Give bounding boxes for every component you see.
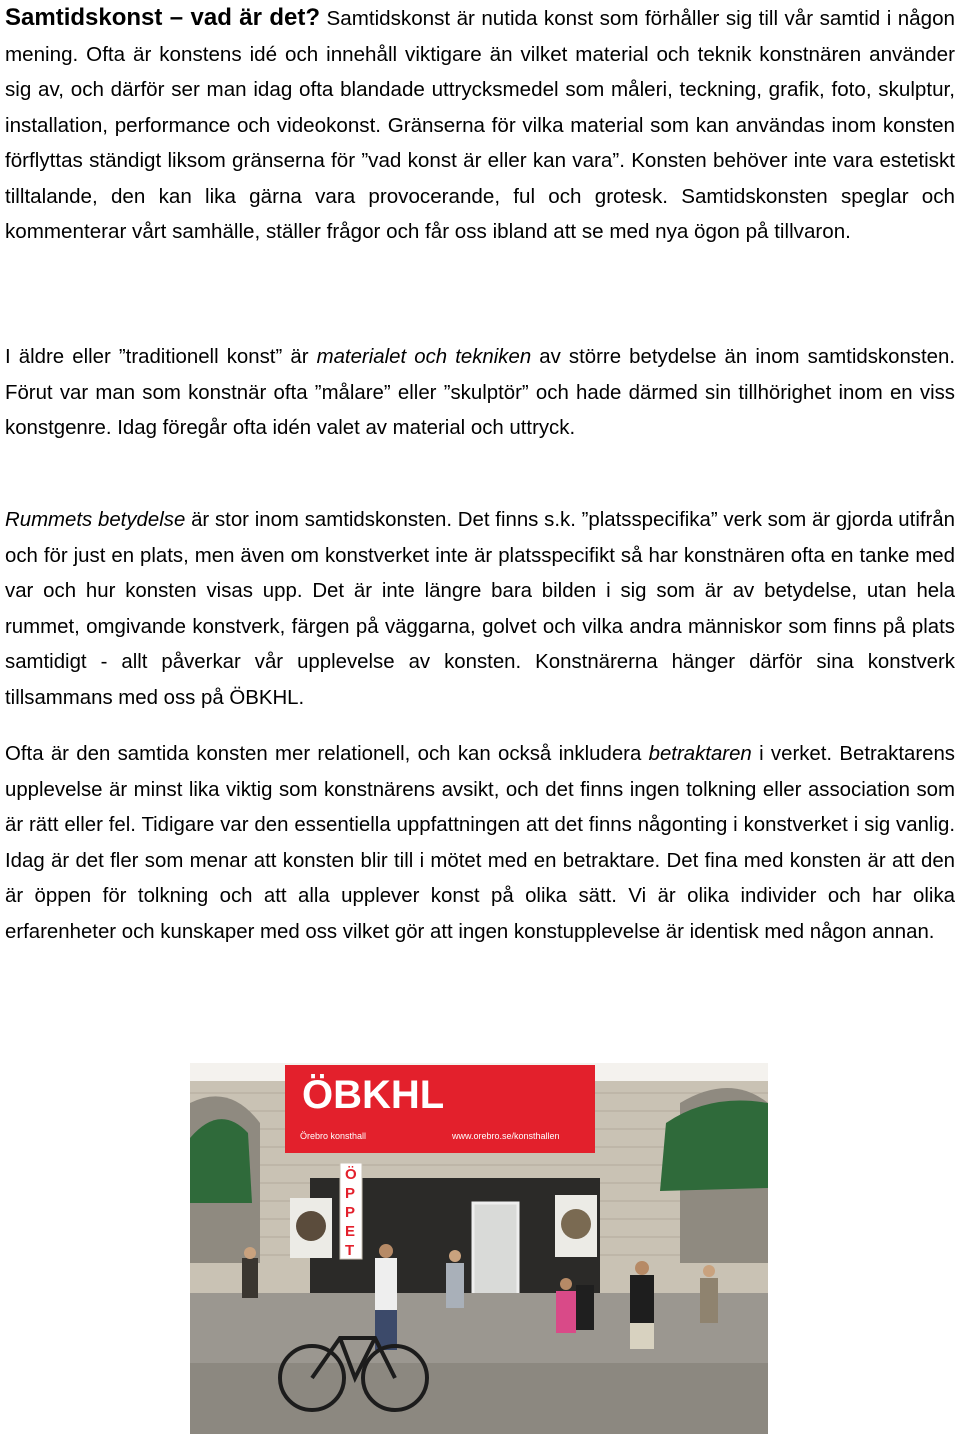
paragraph-text: Ofta är den samtida konsten mer relationell, och kan också inkludera bbox=[5, 743, 649, 765]
paragraph-text: I äldre eller ”traditionell konst” är bbox=[5, 346, 317, 368]
sign-letter: E bbox=[345, 1223, 356, 1240]
paragraph-traditional-art bbox=[5, 340, 955, 447]
sign-letter: P bbox=[345, 1204, 356, 1221]
person bbox=[556, 1291, 576, 1333]
person bbox=[700, 1278, 718, 1323]
paragraph-viewer bbox=[5, 737, 955, 950]
document-page bbox=[5, 0, 956, 943]
article-title: Samtidskonst – vad är det? bbox=[5, 4, 321, 31]
banner-right-text: www.orebro.se/konsthallen bbox=[452, 1131, 560, 1141]
emphasis-text: materialet och tekniken bbox=[316, 346, 532, 368]
poster-right-art bbox=[561, 1209, 591, 1239]
banner-left-text: Örebro konsthall bbox=[300, 1131, 367, 1141]
intro-text: Samtidskonst är nutida konst som förhåller sig till vår samtid i någon mening. Ofta är konstens idé och innehåll viktigare än vilket material och teknik konstnären använder sig av, och därför ser man idag ofta blandade uttrycksmedel som måleri, teckning, grafik, foto, skulptur, installation, performance och videokonst. Gränserna för vilka material som kan användas inom konsten förflyttas ständigt liksom gränserna för ”vad konst är eller kan vara”. Konsten behöver inte vara estetiskt tilltalande, den kan lika gärna vara provocerande, ful och grotesk. Samtidskonsten speglar och kommenterar vårt samhälle, ställer frågor och får oss ibland att se med nya ögon på tillvaron. bbox=[5, 7, 955, 243]
poster-left-art bbox=[296, 1211, 326, 1241]
emphasis-text: betraktaren bbox=[648, 743, 752, 765]
paragraph-room-meaning bbox=[5, 503, 955, 716]
person bbox=[446, 1263, 464, 1308]
paragraph-text: i verket. Betraktarens upplevelse är minst lika viktig som konstnärens avsikt, och det finns ingen tolkning eller association som är rätt eller fel. Tidigare var den essentiella uppfattningen att det finns någonting i konstverket i sig vanlig. Idag är det fler som menar att konsten blir till i mötet med en betraktare. Det fina med konsten är att den är öppen för tolkning och att alla upplever konst på olika sätt. Vi är olika individer och har olika erfarenheter och kunskaper med oss vilket gör att ingen konstupplevelse är identisk med någon annan. bbox=[5, 743, 956, 943]
sign-letter: T bbox=[345, 1242, 355, 1259]
gallery-entrance-photo bbox=[190, 1063, 768, 1434]
glass-door bbox=[473, 1203, 518, 1298]
paragraph-text: av större betydelse än inom samtidskonsten. Förut var man som konstnär ofta ”målare” eller ”skulptör” och hade därmed sin tillhörighet inom en viss konstgenre. Idag föregår ofta idén valet av material och uttryck. bbox=[5, 346, 955, 439]
sign-letter: P bbox=[345, 1185, 356, 1202]
person bbox=[630, 1275, 654, 1323]
person bbox=[242, 1258, 258, 1298]
paragraph-text: är stor inom samtidskonsten. Det finns s.k. ”platsspecifika” verk som är gjorda utifrån och för just en plats, men även om konstverket inte är platsspecifikt så har konstnären ofta en tanke med var och hur konsten visas upp. Det är inte längre bara bilden i sig som är av betydelse, utan hela rummet, omgivande konstverk, färgen på väggarna, golvet och vilka andra människor som finns på plats samtidigt - allt påverkar vår upplevelse av konsten. Konstnärerna hänger därför sina konstverk tillsammans med oss på ÖBKHL. bbox=[5, 509, 955, 709]
banner-logo: ÖBKHL bbox=[302, 1073, 445, 1117]
intro-paragraph bbox=[5, 0, 955, 250]
person bbox=[576, 1285, 594, 1330]
emphasis-text: Rummets betydelse bbox=[5, 509, 186, 531]
street bbox=[190, 1363, 768, 1434]
sign-letter: Ö bbox=[345, 1166, 357, 1183]
left-awning bbox=[190, 1119, 252, 1203]
person bbox=[375, 1258, 397, 1310]
